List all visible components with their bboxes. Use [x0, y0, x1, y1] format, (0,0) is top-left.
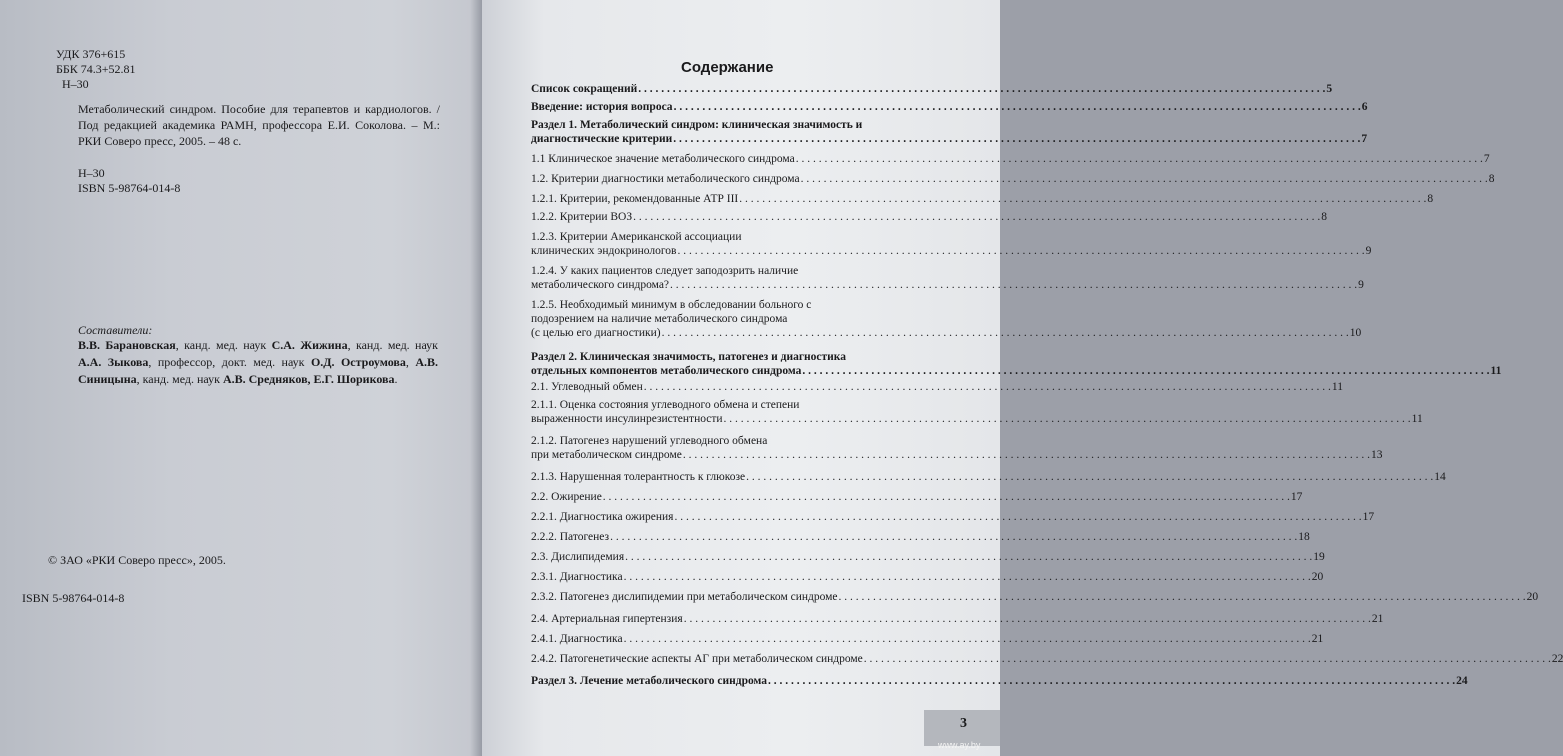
toc-entry [531, 100, 1368, 114]
toc-entry [531, 298, 1362, 340]
toc-entry-text: метаболического синдрома? [531, 279, 670, 291]
toc-leader-dots: . . . . . . . . . . . . . . . . . . . . . . . . . . . . . . . . . . . . . . . . . . . . . . . . . . . . . . . . . . . . . . . . . . . . . . . . . . . . . . . . . . . . . . . . . . . . . . . . . . . . . . . . . . . . . . . . . . . . . . . . [723, 413, 1411, 425]
compiler-rank: , канд. мед. наук [347, 338, 439, 352]
toc-entry-text: Введение: история вопроса [531, 101, 673, 113]
author-mark: Н–30 [62, 77, 89, 91]
toc-page-number: 17 [1362, 511, 1375, 523]
toc-entry [531, 230, 1372, 258]
toc-page-number: 9 [1365, 245, 1372, 257]
toc-page-number: 7 [1361, 133, 1368, 145]
toc-entry-text: Раздел 1. Метаболический синдром: клиническая значимость и [531, 119, 863, 131]
toc-entry [531, 652, 1563, 666]
toc-leader-dots: . . . . . . . . . . . . . . . . . . . . . . . . . . . . . . . . . . . . . . . . . . . . . . . . . . . . . . . . . . . . . . . . . . . . . . . . . . . . . . . . . . . . . . . . . . . . . . . . . . . . . . . . . . . . . . . . . . . . . . . . [674, 511, 1362, 523]
toc-entry [531, 632, 1324, 646]
toc-entry-text: (с целью его диагностики) [531, 327, 661, 339]
toc-leader-dots: . . . . . . . . . . . . . . . . . . . . . . . . . . . . . . . . . . . . . . . . . . . . . . . . . . . . . . . . . . . . . . . . . . . . . . . . . . . . . . . . . . . . . . . . . . . . . . . . . . . . . . . . . . . . . . . . . . . . . . . . [682, 449, 1370, 461]
toc-leader-dots: . . . . . . . . . . . . . . . . . . . . . . . . . . . . . . . . . . . . . . . . . . . . . . . . . . . . . . . . . . . . . . . . . . . . . . . . . . . . . . . . . . . . . . . . . . . . . . . . . . . . . . . . . . . . . . . . . . . . . . . . [673, 133, 1361, 145]
toc-entry [531, 264, 1364, 292]
compiler-rank: , канд. мед. наук [175, 338, 272, 352]
watermark: www.ay.by [938, 740, 981, 750]
toc-entry-text: Список сокращений [531, 83, 638, 95]
toc-entry-text: Раздел 3. Лечение метаболического синдрома [531, 675, 768, 687]
toc-page-number: 14 [1434, 471, 1446, 483]
toc-entry-text: диагностические критерии [531, 133, 673, 145]
toc-entry [531, 350, 1502, 378]
toc-entry-text: 2.1.1. Оценка состояния углеводного обмена и степени [531, 399, 800, 411]
toc-page-number: 7 [1483, 153, 1490, 165]
toc-entry-text: подозрением на наличие метаболического синдрома [531, 313, 788, 325]
toc-entry [531, 612, 1384, 626]
toc-page-number: 24 [1456, 675, 1468, 687]
toc-entry-text: 2.2. Ожирение [531, 491, 602, 503]
toc-leader-dots: . . . . . . . . . . . . . . . . . . . . . . . . . . . . . . . . . . . . . . . . . . . . . . . . . . . . . . . . . . . . . . . . . . . . . . . . . . . . . . . . . . . . . . . . . . . . . . . . . . . . . . . . . . . . . . . . . . . . . . . . [602, 491, 1290, 503]
compiler-name: А.В. Средняков, Е.Г. Шорикова [222, 372, 395, 386]
toc-page-number: 6 [1361, 101, 1368, 113]
toc-entry [531, 550, 1325, 564]
toc-leader-dots: . . . . . . . . . . . . . . . . . . . . . . . . . . . . . . . . . . . . . . . . . . . . . . . . . . . . . . . . . . . . . . . . . . . . . . . . . . . . . . . . . . . . . . . . . . . . . . . . . . . . . . . . . . . . . . . . . . . . . . . . [633, 211, 1321, 223]
toc-leader-dots: . . . . . . . . . . . . . . . . . . . . . . . . . . . . . . . . . . . . . . . . . . . . . . . . . . . . . . . . . . . . . . . . . . . . . . . . . . . . . . . . . . . . . . . . . . . . . . . . . . . . . . . . . . . . . . . . . . . . . . . . [838, 591, 1526, 603]
compiler-name: В.В. Барановская [78, 338, 176, 352]
udk-block [56, 47, 136, 92]
toc-entry-text: 1.2.5. Необходимый минимум в обследовании больного с [531, 299, 812, 311]
toc-leader-dots: . . . . . . . . . . . . . . . . . . . . . . . . . . . . . . . . . . . . . . . . . . . . . . . . . . . . . . . . . . . . . . . . . . . . . . . . . . . . . . . . . . . . . . . . . . . . . . . . . . . . . . . . . . . . . . . . . . . . . . . . [677, 245, 1365, 257]
toc-entry-text: 2.3.1. Диагностика [531, 571, 623, 583]
toc-leader-dots: . . . . . . . . . . . . . . . . . . . . . . . . . . . . . . . . . . . . . . . . . . . . . . . . . . . . . . . . . . . . . . . . . . . . . . . . . . . . . . . . . . . . . . . . . . . . . . . . . . . . . . . . . . . . . . . . . . . . . . . . [625, 551, 1313, 563]
toc-leader-dots: . . . . . . . . . . . . . . . . . . . . . . . . . . . . . . . . . . . . . . . . . . . . . . . . . . . . . . . . . . . . . . . . . . . . . . . . . . . . . . . . . . . . . . . . . . . . . . . . . . . . . . . . . . . . . . . . . . . . . . . . [610, 531, 1298, 543]
author-mark-2: Н–30 [78, 166, 105, 180]
isbn-bottom: ISBN 5-98764-014-8 [22, 591, 125, 605]
toc-entry [531, 510, 1375, 524]
toc-entry-text: 2.3.2. Патогенез дислипидемии при метаболическом синдроме [531, 591, 838, 603]
toc-page-number: 19 [1313, 551, 1325, 563]
toc-leader-dots: . . . . . . . . . . . . . . . . . . . . . . . . . . . . . . . . . . . . . . . . . . . . . . . . . . . . . . . . . . . . . . . . . . . . . . . . . . . . . . . . . . . . . . . . . . . . . . . . . . . . . . . . . . . . . . . . . . . . . . . . [863, 653, 1551, 665]
toc-leader-dots: . . . . . . . . . . . . . . . . . . . . . . . . . . . . . . . . . . . . . . . . . . . . . . . . . . . . . . . . . . . . . . . . . . . . . . . . . . . . . . . . . . . . . . . . . . . . . . . . . . . . . . . . . . . . . . . . . . . . . . . . [802, 365, 1490, 377]
compiler-name: С.А. Жижина [271, 338, 348, 352]
toc-title: Содержание [681, 59, 774, 76]
toc-leader-dots: . . . . . . . . . . . . . . . . . . . . . . . . . . . . . . . . . . . . . . . . . . . . . . . . . . . . . . . . . . . . . . . . . . . . . . . . . . . . . . . . . . . . . . . . . . . . . . . . . . . . . . . . . . . . . . . . . . . . . . . . [670, 279, 1358, 291]
toc-entry-text: 2.1. Углеводный обмен [531, 381, 643, 393]
udk-line: УДК 376+615 [56, 47, 126, 61]
toc-page-number: 18 [1298, 531, 1310, 543]
compiler-rank: , [405, 355, 416, 369]
toc-entry [531, 490, 1303, 504]
toc-entry [531, 570, 1324, 584]
toc-entry-text: 2.1.3. Нарушенная толерантность к глюкозе [531, 471, 746, 483]
toc-leader-dots: . . . . . . . . . . . . . . . . . . . . . . . . . . . . . . . . . . . . . . . . . . . . . . . . . . . . . . . . . . . . . . . . . . . . . . . . . . . . . . . . . . . . . . . . . . . . . . . . . . . . . . . . . . . . . . . . . . . . . . . . [673, 101, 1361, 113]
toc-page-number: 21 [1371, 613, 1384, 625]
page-number: 3 [960, 716, 967, 731]
toc-entry-text: при метаболическом синдроме [531, 449, 682, 461]
toc-entry-text: 2.4.1. Диагностика [531, 633, 623, 645]
toc-entry-text: 1.1 Клиническое значение метаболического синдрома [531, 153, 795, 165]
toc-entry-text: 1.2. Критерии диагностики метаболического синдрома [531, 173, 800, 185]
toc-leader-dots: . . . . . . . . . . . . . . . . . . . . . . . . . . . . . . . . . . . . . . . . . . . . . . . . . . . . . . . . . . . . . . . . . . . . . . . . . . . . . . . . . . . . . . . . . . . . . . . . . . . . . . . . . . . . . . . . . . . . . . . . [643, 381, 1331, 393]
toc-page-number: 13 [1370, 449, 1383, 461]
toc-entry-text: 2.1.2. Патогенез нарушений углеводного обмена [531, 435, 768, 447]
toc-page-number: 17 [1290, 491, 1303, 503]
toc-entry-text: 1.2.4. У каких пациентов следует заподозрить наличие [531, 265, 799, 277]
copyright: © ЗАО «РКИ Соверо пресс», 2005. [48, 553, 226, 567]
toc-page-number: 8 [1427, 193, 1434, 205]
toc-leader-dots: . . . . . . . . . . . . . . . . . . . . . . . . . . . . . . . . . . . . . . . . . . . . . . . . . . . . . . . . . . . . . . . . . . . . . . . . . . . . . . . . . . . . . . . . . . . . . . . . . . . . . . . . . . . . . . . . . . . . . . . . [800, 173, 1488, 185]
toc-page-number: 20 [1311, 571, 1324, 583]
toc-entry [531, 118, 1368, 146]
toc-entry-text: 2.4. Артериальная гипертензия [531, 613, 683, 625]
toc-entry [531, 172, 1495, 186]
toc-entry [531, 152, 1490, 166]
toc-entry [531, 398, 1423, 426]
toc-entry [531, 82, 1333, 96]
compiler-rank: , профессор, докт. мед. наук [148, 355, 311, 369]
compiler-rank: . [394, 372, 398, 386]
toc-entry-text: 2.3. Дислипидемия [531, 551, 625, 563]
toc-entry [531, 210, 1327, 224]
compiler-name: А.В. Синицына [78, 355, 438, 386]
isbn: ISBN 5-98764-014-8 [78, 181, 181, 195]
toc-leader-dots: . . . . . . . . . . . . . . . . . . . . . . . . . . . . . . . . . . . . . . . . . . . . . . . . . . . . . . . . . . . . . . . . . . . . . . . . . . . . . . . . . . . . . . . . . . . . . . . . . . . . . . . . . . . . . . . . . . . . . . . . [746, 471, 1434, 483]
toc-page-number: 11 [1490, 365, 1502, 377]
toc-entry-text: клинических эндокринологов [531, 245, 677, 257]
toc-entry-text: 2.4.2. Патогенетические аспекты АГ при метаболическом синдроме [531, 653, 863, 665]
toc-page-number: 9 [1358, 279, 1364, 291]
toc-entry-text: Раздел 2. Клиническая значимость, патогенез и диагностика [531, 351, 847, 363]
toc-entry-text: 1.2.2. Критерии ВОЗ [531, 211, 633, 223]
toc-page-number: 10 [1349, 327, 1362, 339]
toc-entry [531, 530, 1310, 544]
compilers-list [78, 337, 438, 388]
toc-entry [531, 380, 1343, 394]
toc-page-number: 22 [1551, 653, 1563, 665]
toc-leader-dots: . . . . . . . . . . . . . . . . . . . . . . . . . . . . . . . . . . . . . . . . . . . . . . . . . . . . . . . . . . . . . . . . . . . . . . . . . . . . . . . . . . . . . . . . . . . . . . . . . . . . . . . . . . . . . . . . . . . . . . . . [623, 633, 1311, 645]
toc-leader-dots: . . . . . . . . . . . . . . . . . . . . . . . . . . . . . . . . . . . . . . . . . . . . . . . . . . . . . . . . . . . . . . . . . . . . . . . . . . . . . . . . . . . . . . . . . . . . . . . . . . . . . . . . . . . . . . . . . . . . . . . . [768, 675, 1456, 687]
toc-page-number: 8 [1321, 211, 1327, 223]
toc-entry-text: 1.2.3. Критерии Американской ассоциации [531, 231, 742, 243]
toc-entry [531, 192, 1434, 206]
toc-entry-text: 1.2.1. Критерии, рекомендованные АТР III [531, 193, 739, 205]
toc-leader-dots: . . . . . . . . . . . . . . . . . . . . . . . . . . . . . . . . . . . . . . . . . . . . . . . . . . . . . . . . . . . . . . . . . . . . . . . . . . . . . . . . . . . . . . . . . . . . . . . . . . . . . . . . . . . . . . . . . . . . . . . . [795, 153, 1483, 165]
book-description: Метаболический синдром. Пособие для терапевтов и кардиологов. /Под редакцией академика РАМН, профессора Е.И. Соколова. – М.: РКИ Соверо пресс, 2005. – 48 с. [78, 102, 440, 148]
toc-leader-dots: . . . . . . . . . . . . . . . . . . . . . . . . . . . . . . . . . . . . . . . . . . . . . . . . . . . . . . . . . . . . . . . . . . . . . . . . . . . . . . . . . . . . . . . . . . . . . . . . . . . . . . . . . . . . . . . . . . . . . . . . [638, 83, 1326, 95]
toc-entry-text: 2.2.1. Диагностика ожирения [531, 511, 674, 523]
left-page [0, 0, 488, 756]
bbk-line: ББК 74.3+52.81 [56, 62, 136, 76]
toc-entry-text: отдельных компонентов метаболического синдрома [531, 365, 802, 377]
toc-page-number: 5 [1326, 83, 1333, 95]
toc-entry [531, 470, 1446, 484]
toc-entry [531, 674, 1468, 688]
toc-leader-dots: . . . . . . . . . . . . . . . . . . . . . . . . . . . . . . . . . . . . . . . . . . . . . . . . . . . . . . . . . . . . . . . . . . . . . . . . . . . . . . . . . . . . . . . . . . . . . . . . . . . . . . . . . . . . . . . . . . . . . . . . [739, 193, 1427, 205]
toc-page-number: 11 [1331, 381, 1343, 393]
compiler-rank: , канд. мед. наук [136, 372, 223, 386]
toc-entry [531, 590, 1539, 604]
toc-page-number: 11 [1411, 413, 1423, 425]
toc-entry [531, 434, 1383, 462]
toc-page-number: 8 [1488, 173, 1495, 185]
toc-page-number: 21 [1311, 633, 1324, 645]
toc-leader-dots: . . . . . . . . . . . . . . . . . . . . . . . . . . . . . . . . . . . . . . . . . . . . . . . . . . . . . . . . . . . . . . . . . . . . . . . . . . . . . . . . . . . . . . . . . . . . . . . . . . . . . . . . . . . . . . . . . . . . . . . . [683, 613, 1371, 625]
toc-leader-dots: . . . . . . . . . . . . . . . . . . . . . . . . . . . . . . . . . . . . . . . . . . . . . . . . . . . . . . . . . . . . . . . . . . . . . . . . . . . . . . . . . . . . . . . . . . . . . . . . . . . . . . . . . . . . . . . . . . . . . . . . [661, 327, 1349, 339]
toc-leader-dots: . . . . . . . . . . . . . . . . . . . . . . . . . . . . . . . . . . . . . . . . . . . . . . . . . . . . . . . . . . . . . . . . . . . . . . . . . . . . . . . . . . . . . . . . . . . . . . . . . . . . . . . . . . . . . . . . . . . . . . . . [623, 571, 1311, 583]
compilers-label: Составители: [78, 323, 153, 337]
compiler-name: А.А. Зыкова [78, 355, 149, 369]
compiler-name: О.Д. Остроумова [310, 355, 406, 369]
toc-entry-text: 2.2.2. Патогенез [531, 531, 610, 543]
toc-entry-text: выраженности инсулинрезистентности [531, 413, 723, 425]
toc-page-number: 20 [1526, 591, 1539, 603]
